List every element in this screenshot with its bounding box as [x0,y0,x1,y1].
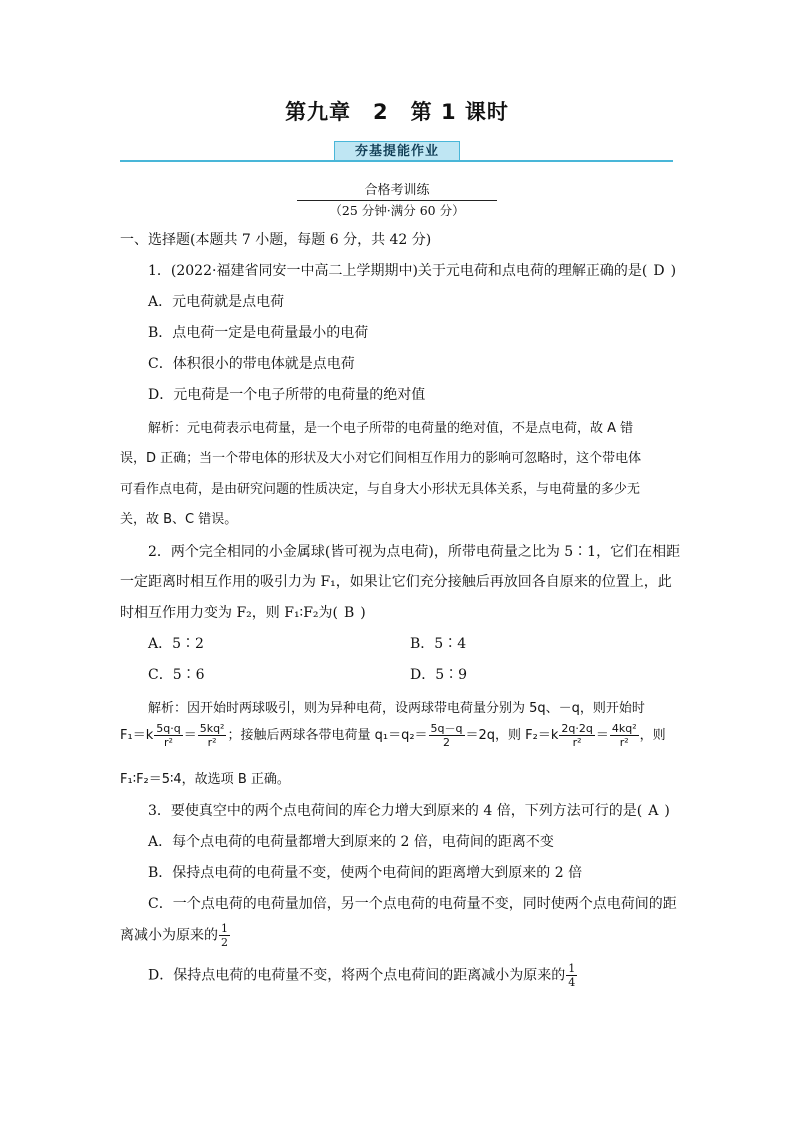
q3-close: ) [664,803,670,819]
formula-text: F₁＝k [120,728,154,743]
fraction-numerator: 4kq² [611,722,637,735]
q3-stem [148,800,670,820]
q1-option-c: C．体积很小的带电体就是点电荷 [148,356,355,372]
fraction [610,722,639,749]
fraction [566,962,577,989]
q1-explanation-line: 可看作点电荷，是由研究问题的性质决定，与自身大小形状无具体关系，与电荷量的多少无 [120,482,641,497]
q3-option-c-line1: C．一个点电荷的电荷量加倍，另一个点电荷的电荷量不变，同时使两个点电荷间的距 [148,896,677,912]
q2-close: ) [360,605,366,621]
fraction-denominator: 4 [568,976,576,989]
q1-explanation-line: 关，故 B、C 错误。 [120,512,238,527]
section-tag: 夯基提能作业 [334,141,460,162]
option-text: 离减小为原来的 [120,927,218,944]
q2-stem-line: 一定距离时相互作用的吸引力为 F₁，如果让它们充分接触后再放回各自原来的位置上，此 [120,574,672,590]
q3-option-b: B．保持点电荷的电荷量不变，使两个电荷间的距离增大到原来的 2 倍 [148,865,583,881]
q1-option-b: B．点电荷一定是电荷量最小的电荷 [148,325,369,341]
q1-close: ) [670,263,677,279]
fraction-numerator: 5kq² [199,722,225,735]
option-text: D．保持点电荷的电荷量不变，将两个点电荷间的距离减小为原来的 [148,967,566,984]
formula-text: ，则 [639,728,666,743]
fraction [154,722,182,749]
q2-option-d: D．5∶9 [410,667,468,683]
q1-stem [148,260,676,280]
q2-option-c: C．5∶6 [148,667,205,683]
q2-stem-line: 2．两个完全相同的小金属球(皆可视为点电荷)，所带电荷量之比为 5∶1，它们在相距 [148,544,681,560]
formula-text: ；接触后两球各带电荷量 q₁＝q₂＝ [227,728,428,743]
q3-option-d [148,962,578,989]
part-heading: 一、选择题(本题共 7 小题，每题 6 分，共 42 分) [120,232,432,248]
fraction [429,722,465,749]
fraction-denominator: r² [163,736,173,749]
formula-text: ＝ [183,728,197,743]
q2-option-a: A．5∶2 [148,636,204,652]
fraction-numerator: 1 [568,962,576,975]
q2-stem-text: 时相互作用力变为 F₂，则 F₁∶F₂为( [120,605,338,621]
fraction [219,922,230,949]
fraction [559,722,594,749]
q2-stem-line [120,602,366,622]
q1-explanation-line: 误，D 正确；当一个带电体的形状及大小对它们间相互作用力的影响可忽略时，这个带电体 [120,451,642,466]
q3-option-a: A．每个点电荷的电荷量都增大到原来的 2 倍，电荷间的距离不变 [148,834,554,850]
fraction-denominator: r² [619,736,629,749]
q3-answer: A [648,803,659,819]
fraction-denominator: r² [207,736,217,749]
fraction-numerator: 1 [221,922,228,935]
q2-explanation-line: 解析：因开始时两球吸引，则为异种电荷，设两球带电荷量分别为 5q、－q，则开始时 [148,701,645,716]
q3-stem-text: 3．要使真空中的两个点电荷间的库仑力增大到原来的 4 倍，下列方法可行的是( [148,803,643,819]
q2-answer: B [343,605,355,621]
q2-explanation-formula [120,722,666,749]
q1-option-d: D．元电荷是一个电子所带的电荷量的绝对值 [148,387,426,403]
q3-option-c-line2 [120,922,231,949]
formula-text: ＝2q，则 F₂＝k [465,728,559,743]
fraction-denominator: 2 [443,736,451,749]
fraction [198,722,227,749]
q2-explanation-line: F₁∶F₂＝5∶4，故选项 B 正确。 [120,772,290,787]
fraction-denominator: r² [572,736,582,749]
q1-stem-text: 1．(2022·福建省同安一中高二上学期期中)关于元电荷和点电荷的理解正确的是( [148,263,648,279]
q1-answer: D [653,263,665,279]
fraction-numerator: 2q·2q [561,722,593,735]
fraction-numerator: 5q·q [156,722,181,735]
section-note: （25 分钟·满分 60 分） [329,203,465,218]
page-title: 第九章 2 第 1 课时 [285,100,509,124]
section-name: 合格考训练 [297,179,497,201]
q2-option-b: B．5∶4 [410,636,467,652]
header-rule [120,160,673,162]
formula-text: ＝ [595,728,609,743]
fraction-numerator: 5q－q [430,722,463,735]
q1-explanation-line: 解析：元电荷表示电荷量，是一个电子所带的电荷量的绝对值，不是点电荷，故 A 错 [148,421,634,436]
q1-option-a: A．元电荷就是点电荷 [148,294,285,310]
fraction-denominator: 2 [221,936,228,949]
